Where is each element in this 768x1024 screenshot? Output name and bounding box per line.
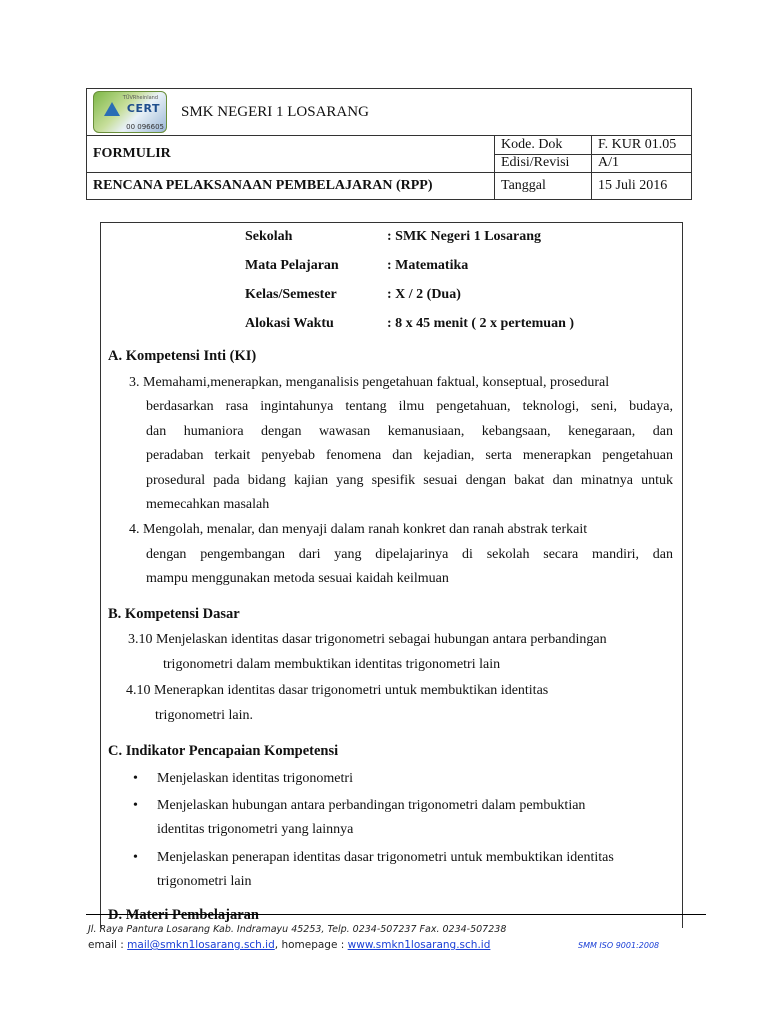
document-header-table	[86, 88, 692, 200]
homepage-link[interactable]: www.smkn1losarang.sch.id	[347, 939, 491, 951]
kd-310-line-1: 3.10 Menjelaskan identitas dasar trigonometri sebagai hubungan antara perbandingan	[128, 632, 607, 647]
tanggal-label: Tanggal	[495, 173, 592, 200]
ki-item-4-line-2: dengan pengembangan dari yang dipelajarinya di sekolah secara mandiri, dan	[146, 547, 673, 562]
ki-item-4-line-3: mampu menggunakan metoda sesuai kaidah keilmuan	[146, 571, 449, 586]
section-d-title: D. Materi Pembelajaran	[108, 907, 259, 923]
certification-logo	[93, 91, 167, 133]
alokasi-label: Alokasi Waktu	[245, 316, 334, 331]
ki-item-4-line-1: 4. Mengolah, menalar, dan menyaji dalam ranah konkret dan ranah abstrak terkait	[129, 522, 588, 537]
logo-cert-text: CERT	[126, 102, 160, 115]
indikator-2-line-1: Menjelaskan hubungan antara perbandingan trigonometri dalam pembuktian	[157, 798, 586, 813]
ki-item-3-line-1: 3. Memahami,menerapkan, menganalisis pengetahuan faktual, konseptual, prosedural	[129, 375, 610, 390]
edisi-revisi-label: Edisi/Revisi	[495, 154, 592, 173]
logo-tuv-text: TÜVRheinland	[122, 95, 158, 101]
footer-address: Jl. Raya Pantura Losarang Kab. Indramayu 45253, Telp. 0234-507237 Fax. 0234-507238	[88, 924, 507, 935]
ki-item-3-line-5: prosedural pada bidang kajian yang spesifik sesuai dengan bakat dan minatnya untuk	[146, 473, 673, 488]
bullet-icon: •	[133, 771, 138, 786]
email-label: email :	[88, 939, 128, 951]
homepage-label: , homepage :	[274, 939, 348, 951]
mapel-value: : Matematika	[387, 258, 469, 273]
kd-410-line-2: trigonometri lain.	[155, 708, 253, 723]
kd-310-line-2: trigonometri dalam membuktikan identitas trigonometri lain	[163, 657, 501, 672]
indikator-3-line-1: Menjelaskan penerapan identitas dasar trigonometri untuk membuktikan identitas	[157, 850, 614, 865]
school-header-cell	[87, 89, 692, 136]
bullet-icon: •	[133, 850, 138, 865]
sekolah-value: : SMK Negeri 1 Losarang	[387, 229, 541, 244]
edisi-revisi-value: A/1	[592, 154, 692, 173]
kelas-value: : X / 2 (Dua)	[387, 287, 461, 302]
indikator-2-line-2: identitas trigonometri yang lainnya	[157, 822, 354, 837]
ki-item-3-line-4: peradaban terkait penyebab fenomena dan kejadian, serta menerapkan pengetahuan	[146, 448, 673, 463]
logo-number: 00 096605	[126, 123, 164, 131]
indikator-3-line-2: trigonometri lain	[157, 874, 252, 889]
email-link[interactable]: mail@smkn1losarang.sch.id	[127, 939, 275, 951]
kelas-label: Kelas/Semester	[245, 287, 337, 302]
mapel-label: Mata Pelajaran	[245, 258, 339, 273]
formulir-label: FORMULIR	[87, 136, 495, 173]
footer-divider	[86, 914, 706, 915]
section-b-title: B. Kompetensi Dasar	[108, 606, 240, 622]
sekolah-label: Sekolah	[245, 229, 293, 244]
kode-dok-value: F. KUR 01.05	[592, 136, 692, 155]
ki-item-3-line-2: berdasarkan rasa ingintahunya tentang ilmu pengetahuan, teknologi, seni, budaya,	[146, 399, 673, 414]
footer-contact	[88, 939, 490, 951]
ki-item-3-line-3: dan humaniora dengan wawasan kemanusiaan, kebangsaan, kenegaraan, dan	[146, 424, 673, 439]
indikator-1: Menjelaskan identitas trigonometri	[157, 771, 353, 786]
rpp-title: RENCANA PELAKSANAAN PEMBELAJARAN (RPP)	[87, 173, 495, 200]
triangle-icon	[104, 102, 120, 116]
section-c-title: C. Indikator Pencapaian Kompetensi	[108, 743, 339, 759]
section-a-title: A. Kompetensi Inti (KI)	[108, 348, 257, 364]
kode-dok-label: Kode. Dok	[495, 136, 592, 155]
bullet-icon: •	[133, 798, 138, 813]
school-name: SMK NEGERI 1 LOSARANG	[181, 103, 369, 120]
iso-standard: SMM ISO 9001:2008	[578, 941, 660, 950]
alokasi-value: : 8 x 45 menit ( 2 x pertemuan )	[387, 316, 575, 331]
ki-item-3-line-6: memecahkan masalah	[146, 497, 270, 512]
tanggal-value: 15 Juli 2016	[592, 173, 692, 200]
kd-410-line-1: 4.10 Menerapkan identitas dasar trigonometri untuk membuktikan identitas	[126, 683, 549, 698]
rpp-content-box	[100, 222, 683, 928]
